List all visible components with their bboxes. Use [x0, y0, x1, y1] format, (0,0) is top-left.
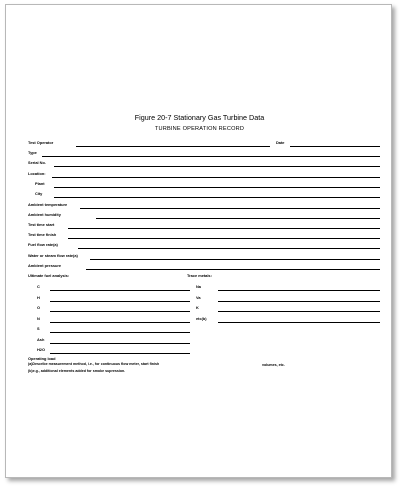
ambient-humidity-field[interactable] [96, 218, 380, 219]
test-operator-field[interactable] [76, 146, 270, 147]
test-time-finish-field[interactable] [68, 238, 380, 239]
fuel-flow-rate-label: Fuel flow rate(a) [28, 242, 58, 247]
ambient-humidity-label: Ambient humidity [28, 212, 61, 217]
form-subtitle: TURBINE OPERATION RECORD [154, 126, 245, 132]
s-label: S [37, 326, 40, 331]
operating-load-label: Operating load [28, 356, 56, 361]
location-label: Location: [28, 171, 46, 176]
footnote-a-continued: volumes, etc. [262, 363, 285, 367]
fuel-flow-rate-field[interactable] [78, 248, 380, 249]
footnote-a: (a)Describe measurement method, i.e., for continuous flow meter, start finish [28, 362, 160, 366]
serial-no-field[interactable] [54, 166, 380, 167]
city-label: City [35, 191, 43, 196]
water-steam-flow-rate-field[interactable] [90, 259, 380, 260]
ambient-pressure-field[interactable] [86, 269, 380, 270]
location-field[interactable] [52, 177, 380, 178]
ultimate-fuel-analysis-heading: Ultimate fuel analysis: [28, 273, 70, 278]
o-label: O [37, 305, 41, 310]
h2o-label: H2O [37, 347, 45, 352]
ambient-pressure-label: Ambient pressure [28, 263, 62, 268]
test-time-finish-label: Test time finish [28, 232, 57, 237]
k-label: K [196, 305, 199, 310]
etc-b-field[interactable] [218, 322, 380, 323]
ambient-temperature-field[interactable] [80, 208, 380, 209]
type-label: Type [28, 150, 37, 155]
document-page [5, 4, 392, 478]
water-steam-flow-rate-label: Water or steam flow rate(a) [28, 253, 78, 258]
ash-label: Ash [37, 337, 45, 342]
n-label: N [37, 316, 40, 321]
na-label: Na [196, 284, 201, 289]
o-field[interactable] [50, 311, 190, 312]
date-label: Date [276, 140, 285, 145]
na-field[interactable] [218, 290, 380, 291]
serial-no-label: Serial No. [28, 160, 46, 165]
plant-field[interactable] [54, 187, 380, 188]
test-time-start-field[interactable] [68, 228, 380, 229]
figure-title: Figure 20-7 Stationary Gas Turbine Data [134, 113, 265, 122]
test-time-start-label: Test time start [28, 222, 55, 227]
k-field[interactable] [218, 311, 380, 312]
type-field[interactable] [42, 156, 380, 157]
city-field[interactable] [54, 197, 380, 198]
ambient-temperature-label: Ambient temperature [28, 202, 68, 207]
s-field[interactable] [50, 332, 190, 333]
test-operator-label: Test Operator [28, 140, 54, 145]
etc-b-label: etc(b) [196, 316, 207, 321]
date-field[interactable] [290, 146, 380, 147]
c-label: C [37, 284, 40, 289]
trace-metals-heading: Trace metals: [187, 273, 212, 278]
c-field[interactable] [50, 290, 190, 291]
h2o-field[interactable] [50, 353, 190, 354]
va-field[interactable] [218, 301, 380, 302]
ash-field[interactable] [50, 343, 190, 344]
plant-label: Plant [35, 181, 45, 186]
va-label: Va [196, 295, 201, 300]
footnote-b: (b)e.g., additional elements added for smoke supression. [28, 369, 126, 373]
h-label: H [37, 295, 40, 300]
n-field[interactable] [50, 322, 190, 323]
h-field[interactable] [50, 301, 190, 302]
